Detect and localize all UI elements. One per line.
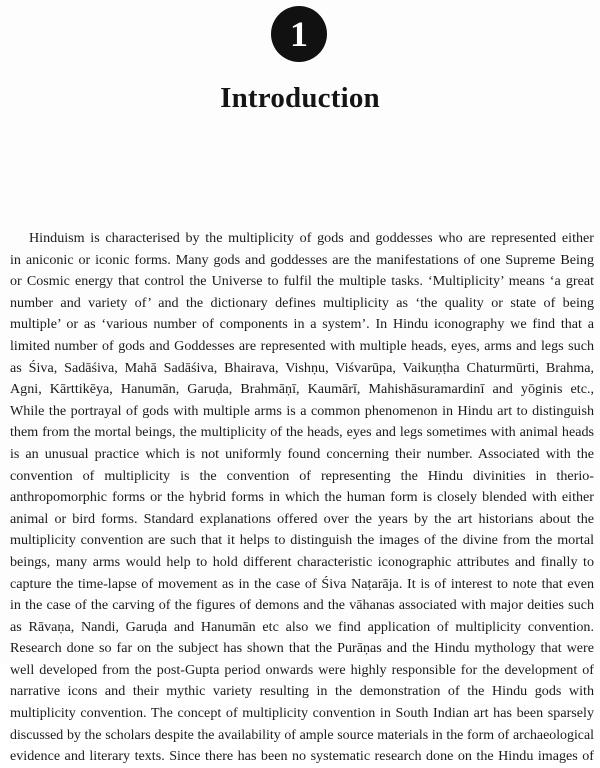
text-line: them from the mortal beings, the multiplicity of the heads, eyes and legs sometimes with animal heads — [10, 424, 594, 441]
text-line: well developed from the post-Gupta period onwards were highly responsible for the development of — [10, 661, 594, 678]
text-line: number and variety of’ and the dictionary defines multiplicity as ‘the quality or state of being — [10, 294, 594, 311]
text-line: While the portrayal of gods with multiple arms is a common phenomenon in Hindu art to distinguish — [10, 402, 594, 419]
text-line: as Śiva, Sadāśiva, Mahā Sadāśiva, Bhairava, Vishṇu, Viśvarūpa, Vaikuṇṭha Chaturmūrti, Brahma, — [10, 359, 594, 376]
text-line: discussed by the scholars despite the availability of ample source materials in the form of archaeological — [10, 727, 594, 743]
text-line: in the case of the carving of the figures of demons and the vāhanas associated with major deities such — [10, 597, 594, 614]
text-line: Research done so far on the subject has shown that the Purāṇas and the Hindu mythology that were — [10, 640, 594, 657]
text-line: Hinduism is characterised by the multiplicity of gods and goddesses who are represented either — [29, 230, 594, 246]
text-line: animal or bird forms. Standard explanations offered over the years by the art historians about the — [10, 510, 594, 527]
chapter-title: Introduction — [220, 82, 380, 114]
text-line: multiple’ or as ‘various number of components in a system’. In Hindu iconography we find that a — [10, 316, 594, 333]
text-line: convention of multiplicity is the convention of representing the Hindu divinities in therio- — [10, 467, 594, 484]
text-line: evidence and literary texts. Since there has been no systematic research done on the Hindu images of — [10, 748, 594, 765]
text-line: limited number of gods and Goddesses are represented with multiple heads, eyes, arms and legs such — [10, 337, 594, 354]
text-line: as Rāvaṇa, Nandi, Garuḍa and Hanumān etc also we find application of multiplicity convention. — [10, 618, 594, 635]
body-paragraph — [10, 228, 594, 768]
chapter-number: 1 — [290, 14, 308, 54]
text-line: capture the time-lapse of movement as in the case of Śiva Naṭarāja. It is of interest to note that even — [10, 575, 594, 592]
text-line: anthropomorphic forms or the hybrid forms in which the human form is closely blended with either — [10, 489, 594, 506]
text-line: is an unusual practice which is not uniformly found concerning their number. Associated with the — [10, 445, 594, 462]
text-line: in aniconic or iconic forms. Many gods and goddesses are the manifestations of one Supreme Being — [10, 251, 594, 268]
text-line: multiplicity convention. The concept of multiplicity convention in South Indian art has been sparsely — [10, 705, 594, 722]
text-line: beings, many arms would help to hold different characteristic iconographic attributes and finally to — [10, 553, 594, 570]
chapter-number-badge — [271, 6, 327, 62]
text-line: or Cosmic energy that control the Universe to fulfil the multiple tasks. ‘Multiplicity’ means ‘a great — [10, 273, 594, 290]
text-line: multiplicity convention are such that it helps to distinguish the images of the divine from the mortal — [10, 532, 594, 549]
text-line: Agni, Kārttikēya, Hanumān, Garuḍa, Brahmāṇī, Kaumārī, Mahishāsuramardinī and yōginis etc., — [10, 381, 594, 398]
text-line: narrative icons and their mythic variety resulting in the demonstration of the Hindu gods with — [10, 683, 594, 700]
